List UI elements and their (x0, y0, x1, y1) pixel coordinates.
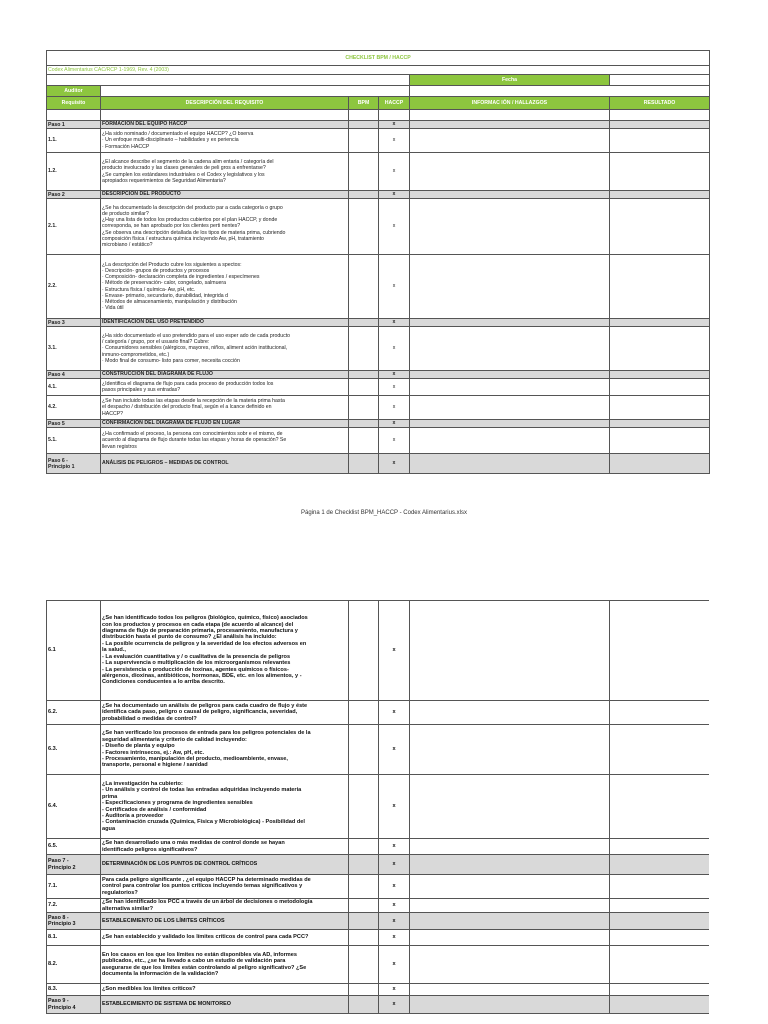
resultado-cell[interactable] (610, 913, 710, 930)
table-row (47, 396, 710, 420)
table-row (47, 199, 710, 255)
requisito-cell: 1.1. (47, 129, 101, 153)
description-cell: En los casos en los que los límites no están disponibles vía AD, informes publicados, etc., ¿se ha llevado a cabo un estudio de validación para asegurarse de que los límites están controlando al peligro significativo? ¿Se documenta la información de la validación? (101, 946, 349, 984)
description-cell: ¿Se ha documentado un análisis de peligros para cada cuadro de flujo y éste identifica cada paso, peligro o causal de peligro, significancia, severidad, probabilidad o medidas de control? (101, 701, 349, 725)
haccp-cell[interactable]: x (379, 855, 410, 875)
informacion-cell[interactable] (410, 121, 610, 129)
blank-cell (410, 110, 610, 121)
resultado-cell[interactable] (610, 129, 710, 153)
page-footer: Página 1 de Checklist BPM_HACCP - Codex Alimentarius.xlsx (301, 510, 467, 516)
description-cell: ¿La investigación ha cubierto: - Un análisis y control de todas las entradas adquiridas incluyendo materia prima - Especificaciones y programa de ingredientes sensibles - Certificados de análisis / conformidad - Auditoría a proveedor - Contaminación cruzada (Química, Física y Microbiológica) - Posibilidad del agua (101, 775, 349, 839)
table-row (47, 428, 710, 454)
description-cell: CONSTRUCCIÓN DEL DIAGRAMA DE FLUJO (101, 371, 349, 379)
haccp-cell[interactable]: x (379, 191, 410, 199)
haccp-cell[interactable]: x (379, 725, 410, 775)
resultado-cell[interactable] (610, 396, 710, 420)
bpm-cell[interactable] (349, 946, 379, 984)
resultado-cell[interactable] (610, 199, 710, 255)
checklist-table-page-1 (46, 50, 710, 474)
bpm-cell[interactable] (349, 153, 379, 191)
resultado-cell[interactable] (610, 946, 710, 984)
informacion-cell[interactable] (410, 930, 610, 946)
requisito-cell: Paso 2 (47, 191, 101, 199)
informacion-cell[interactable] (410, 153, 610, 191)
requisito-cell: 2.2. (47, 255, 101, 319)
description-cell: IDENTIFICACIÓN DEL USO PRETENDIDO (101, 319, 349, 327)
informacion-cell[interactable] (410, 701, 610, 725)
description-cell: ¿Ha sido documentado el uso pretendido para el uso esper ado de cada producto / categoría / grupo, por el usuario final? Cubre: · Consumidores sensibles (alérgicos, mayores, niños, aliment ación institucional, inmuno-comprometidos, etc.) · Modo final de consumo- listo para comer, necesita cocción (101, 327, 349, 371)
table-row (47, 725, 710, 775)
informacion-cell[interactable] (410, 129, 610, 153)
description-cell: ¿Se han verificado los procesos de entrada para los peligros potenciales de la seguridad alimentaria y criterio de calidad incluyendo: - Diseño de planta y equipo - Factores intrínsecos, ej.: Aw, pH, etc. - Procesamiento, manipulación del producto, medioambiente, envase, transporte, personal e higiene / sanidad (101, 725, 349, 775)
bpm-cell[interactable] (349, 913, 379, 930)
description-cell: ANÁLISIS DE PELIGROS – MEDIDAS DE CONTROL (101, 454, 349, 474)
haccp-cell[interactable]: x (379, 946, 410, 984)
col-requisito: Requisito (47, 97, 101, 110)
table-row (47, 946, 710, 984)
auditor-label: Auditor (47, 86, 101, 97)
description-cell: ¿Ha confirmado el proceso, la persona con conocimientos sobr e el mismo, de acuerdo al diagrama de flujo durante todas las etapas y horas de operación? Se llevan registros (101, 428, 349, 454)
description-cell: ¿Son medibles los límites críticos? (101, 984, 349, 996)
haccp-cell[interactable]: x (379, 327, 410, 371)
bpm-cell[interactable] (349, 984, 379, 996)
requisito-cell: Paso 3 (47, 319, 101, 327)
haccp-cell[interactable]: x (379, 396, 410, 420)
resultado-cell[interactable] (610, 984, 710, 996)
requisito-cell: 4.1. (47, 379, 101, 396)
informacion-cell[interactable] (410, 775, 610, 839)
resultado-cell[interactable] (610, 454, 710, 474)
description-cell: FORMACIÓN DEL EQUIPO HACCP (101, 121, 349, 129)
fecha-value-cell[interactable] (610, 75, 710, 86)
haccp-cell[interactable]: x (379, 899, 410, 913)
informacion-cell[interactable] (410, 428, 610, 454)
requisito-cell: Paso 1 (47, 121, 101, 129)
col-bpm: BPM (349, 97, 379, 110)
requisito-cell: 5.1. (47, 428, 101, 454)
resultado-cell[interactable] (610, 775, 710, 839)
informacion-cell[interactable] (410, 601, 610, 701)
resultado-cell[interactable] (610, 996, 710, 1014)
sheet-subtitle: Codex Alimentarius CAC/RCP 1-1969, Rev. 4 (2003) (47, 66, 710, 75)
paso-row (47, 319, 710, 327)
description-cell: ¿Se ha documentado la descripción del producto par a cada categoría o grupo de producto similar? ¿Hay una lista de todos los productos cubiertos por el plan HACCP, y donde corresponda, se han aprobado por los clientes perti nentes? ¿Se observa una descripción detallada de los tipos de materia prima, cubriendo composición física / estructura química incluyendo Aw, pH, tratamiento microbiano / estático? (101, 199, 349, 255)
bpm-cell[interactable] (349, 839, 379, 855)
description-cell: ¿Identifica el diagrama de flujo para cada proceso de producción todos los pasos principales y sus entradas? (101, 379, 349, 396)
informacion-cell[interactable] (410, 875, 610, 899)
resultado-cell[interactable] (610, 319, 710, 327)
description-cell: ESTABLECIMIENTO DE LOS LÍMITES CRÍTICOS (101, 913, 349, 930)
description-cell: ¿El alcance describe el segmento de la cadena alim entaria / categoría del producto involucrado y las clases generales de peli gros a enfrentarse? ¿Se cumplen los estándares industriales o el Codex y legislativos y los apropiados requerimientos de Seguridad Alimentaria? (101, 153, 349, 191)
bpm-cell[interactable] (349, 327, 379, 371)
table-row (47, 601, 710, 701)
haccp-cell[interactable]: x (379, 701, 410, 725)
paso-row (47, 121, 710, 129)
blank-cell (610, 110, 710, 121)
requisito-cell: 2.1. (47, 199, 101, 255)
requisito-cell: Paso 7 - Principio 2 (47, 855, 101, 875)
bpm-cell[interactable] (349, 379, 379, 396)
description-cell: CONFIRMACIÓN DEL DIAGRAMA DE FLUJO EN LUGAR (101, 420, 349, 428)
checklist-table-page-2 (46, 600, 709, 1014)
haccp-cell[interactable]: x (379, 255, 410, 319)
requisito-cell: 6.2. (47, 701, 101, 725)
blank-cell (349, 110, 379, 121)
bpm-cell[interactable] (349, 775, 379, 839)
resultado-cell[interactable] (610, 601, 710, 701)
col-descripcion: DESCRIPCIÓN DEL REQUISITO (101, 97, 349, 110)
requisito-cell: 7.2. (47, 899, 101, 913)
informacion-cell[interactable] (410, 199, 610, 255)
bpm-cell[interactable] (349, 371, 379, 379)
description-cell: DETERMINACIÓN DE LOS PUNTOS DE CONTROL CRÍTICOS (101, 855, 349, 875)
bpm-cell[interactable] (349, 428, 379, 454)
description-cell: ¿Ha sido nominado / documentado el equipo HACCP? ¿O bserva · Un enfoque multi-disciplinario – habilidades y ex periencia · Formación HACCP (101, 129, 349, 153)
description-cell: ¿Se han identificado los PCC a través de un árbol de decisiones o metodología alternativa similar? (101, 899, 349, 913)
table-row (47, 775, 710, 839)
informacion-cell[interactable] (410, 839, 610, 855)
table-row (47, 327, 710, 371)
informacion-cell[interactable] (410, 996, 610, 1014)
informacion-cell[interactable] (410, 379, 610, 396)
haccp-cell[interactable]: x (379, 913, 410, 930)
bpm-cell[interactable] (349, 319, 379, 327)
resultado-cell[interactable] (610, 379, 710, 396)
haccp-cell[interactable]: x (379, 153, 410, 191)
resultado-cell[interactable] (610, 725, 710, 775)
requisito-cell: Paso 5 (47, 420, 101, 428)
paso-row (47, 371, 710, 379)
requisito-cell: Paso 8 - Principio 3 (47, 913, 101, 930)
col-informacion: INFORMAC IÓN / HALLAZGOS (410, 97, 610, 110)
requisito-cell: 8.2. (47, 946, 101, 984)
informacion-cell[interactable] (410, 855, 610, 875)
resultado-cell[interactable] (610, 327, 710, 371)
blank-cell (410, 86, 710, 97)
paso-row (47, 191, 710, 199)
paso-row (47, 996, 710, 1014)
description-cell: DESCRIPCIÓN DEL PRODUCTO (101, 191, 349, 199)
requisito-cell: 7.1. (47, 875, 101, 899)
table-row (47, 129, 710, 153)
resultado-cell[interactable] (610, 371, 710, 379)
table-row (47, 984, 710, 996)
requisito-cell: 6.4. (47, 775, 101, 839)
table-row (47, 930, 710, 946)
informacion-cell[interactable] (410, 984, 610, 996)
bpm-cell[interactable] (349, 875, 379, 899)
requisito-cell: 8.1. (47, 930, 101, 946)
haccp-cell[interactable]: x (379, 371, 410, 379)
fecha-label: Fecha (410, 75, 610, 86)
bpm-cell[interactable] (349, 121, 379, 129)
description-cell: ¿Se han desarrollado una o más medidas de control donde se hayan identificado peligros significativos? (101, 839, 349, 855)
description-cell: ¿Se han identificado todos los peligros (biológico, químico, físico) asociados con los productos y procesos en cada etapa (de acuerdo al alcance) del diagrama de flujo de preparación primaria, procesamiento, manufactura y distribución hasta el punto de consumo? ¿El análisis ha incluido: - La posible ocurrencia de peligros y la severidad de los efectos adversos en la salud., - La evaluación cuantitativa y / o cualitativa de la presencia de peligros - La supervivencia o multiplicación de los microorganismos relevantes - La persistencia o producción de toxinas, agentes químicos o físicos- alérgenos, dioxinas, antibióticos, hormonas, BDE, etc. en los alimentos, y - Condiciones conducentes a lo arriba descrito. (101, 601, 349, 701)
col-resultado: RESULTADO (610, 97, 710, 110)
table-row (47, 379, 710, 396)
informacion-cell[interactable] (410, 913, 610, 930)
informacion-cell[interactable] (410, 420, 610, 428)
bpm-cell[interactable] (349, 454, 379, 474)
haccp-cell[interactable]: x (379, 984, 410, 996)
informacion-cell[interactable] (410, 319, 610, 327)
description-cell: ESTABLECIMIENTO DE SISTEMA DE MONITOREO (101, 996, 349, 1014)
blank-cell (101, 110, 349, 121)
haccp-cell[interactable]: x (379, 379, 410, 396)
haccp-cell[interactable]: x (379, 121, 410, 129)
resultado-cell[interactable] (610, 153, 710, 191)
blank-cell (47, 75, 410, 86)
bpm-cell[interactable] (349, 701, 379, 725)
haccp-cell[interactable]: x (379, 428, 410, 454)
table-row (47, 875, 710, 899)
col-haccp: HACCP (379, 97, 410, 110)
requisito-cell: 8.3. (47, 984, 101, 996)
auditor-value-cell[interactable] (101, 86, 410, 97)
haccp-cell[interactable]: x (379, 319, 410, 327)
informacion-cell[interactable] (410, 371, 610, 379)
informacion-cell[interactable] (410, 899, 610, 913)
resultado-cell[interactable] (610, 255, 710, 319)
table-row (47, 899, 710, 913)
resultado-cell[interactable] (610, 701, 710, 725)
requisito-cell: 6.1 (47, 601, 101, 701)
resultado-cell[interactable] (610, 899, 710, 913)
resultado-cell[interactable] (610, 191, 710, 199)
bpm-cell[interactable] (349, 199, 379, 255)
resultado-cell[interactable] (610, 121, 710, 129)
resultado-cell[interactable] (610, 428, 710, 454)
bpm-cell[interactable] (349, 725, 379, 775)
haccp-cell[interactable]: x (379, 420, 410, 428)
sheet-title: CHECKLIST BPM / HACCP (47, 51, 710, 66)
table-row (47, 153, 710, 191)
requisito-cell: Paso 4 (47, 371, 101, 379)
resultado-cell[interactable] (610, 875, 710, 899)
informacion-cell[interactable] (410, 396, 610, 420)
resultado-cell[interactable] (610, 855, 710, 875)
haccp-cell[interactable]: x (379, 996, 410, 1014)
bpm-cell[interactable] (349, 855, 379, 875)
resultado-cell[interactable] (610, 420, 710, 428)
bpm-cell[interactable] (349, 996, 379, 1014)
checklist-sheet-page-1 (46, 50, 709, 474)
bpm-cell[interactable] (349, 420, 379, 428)
haccp-cell[interactable]: x (379, 601, 410, 701)
haccp-cell[interactable]: x (379, 930, 410, 946)
description-cell: ¿Se han incluido todas las etapas desde la recepción de la materia prima hasta el despacho / distribución del producto final, según el a lcance definido en HACCP? (101, 396, 349, 420)
blank-cell (47, 110, 101, 121)
table-row (47, 839, 710, 855)
paso-row (47, 454, 710, 474)
informacion-cell[interactable] (410, 191, 610, 199)
paso-row (47, 913, 710, 930)
description-cell: Para cada peligro significante , ¿el equipo HACCP ha determinado medidas de control para controlar los puntos críticos incluyendo temas significativos y regulatorios? (101, 875, 349, 899)
paso-row (47, 420, 710, 428)
haccp-cell[interactable]: x (379, 199, 410, 255)
requisito-cell: 3.1. (47, 327, 101, 371)
informacion-cell[interactable] (410, 255, 610, 319)
bpm-cell[interactable] (349, 396, 379, 420)
description-cell: ¿La descripción del Producto cubre los siguientes a spectos: · Descripción- grupos de productos y procesos · Composición- declaración completa de ingredientes / especímenes · Método de preservación- calor, congelado, salmuera · Estructura física / química- Aw, pH, etc. · Envase- primario, secundario, durabilidad, integrida d · Métodos de almacenamiento, manipulación y distribución · Vida útil (101, 255, 349, 319)
haccp-cell[interactable]: x (379, 839, 410, 855)
requisito-cell: Paso 6 - Principio 1 (47, 454, 101, 474)
resultado-cell[interactable] (610, 839, 710, 855)
haccp-cell[interactable]: x (379, 129, 410, 153)
description-cell: ¿Se han establecido y validado los límites críticos de control para cada PCC? (101, 930, 349, 946)
resultado-cell[interactable] (610, 930, 710, 946)
bpm-cell[interactable] (349, 129, 379, 153)
blank-cell (379, 110, 410, 121)
requisito-cell: 4.2. (47, 396, 101, 420)
bpm-cell[interactable] (349, 255, 379, 319)
requisito-cell: 6.3. (47, 725, 101, 775)
informacion-cell[interactable] (410, 725, 610, 775)
haccp-cell[interactable]: x (379, 875, 410, 899)
requisito-cell: 1.2. (47, 153, 101, 191)
table-row (47, 701, 710, 725)
haccp-cell[interactable]: x (379, 454, 410, 474)
requisito-cell: 6.5. (47, 839, 101, 855)
checklist-sheet-page-2 (46, 600, 709, 1024)
informacion-cell[interactable] (410, 327, 610, 371)
informacion-cell[interactable] (410, 454, 610, 474)
bpm-cell[interactable] (349, 601, 379, 701)
bpm-cell[interactable] (349, 899, 379, 913)
table-row (47, 255, 710, 319)
requisito-cell: Paso 9 - Principio 4 (47, 996, 101, 1014)
paso-row (47, 855, 710, 875)
bpm-cell[interactable] (349, 191, 379, 199)
informacion-cell[interactable] (410, 946, 610, 984)
haccp-cell[interactable]: x (379, 775, 410, 839)
bpm-cell[interactable] (349, 930, 379, 946)
